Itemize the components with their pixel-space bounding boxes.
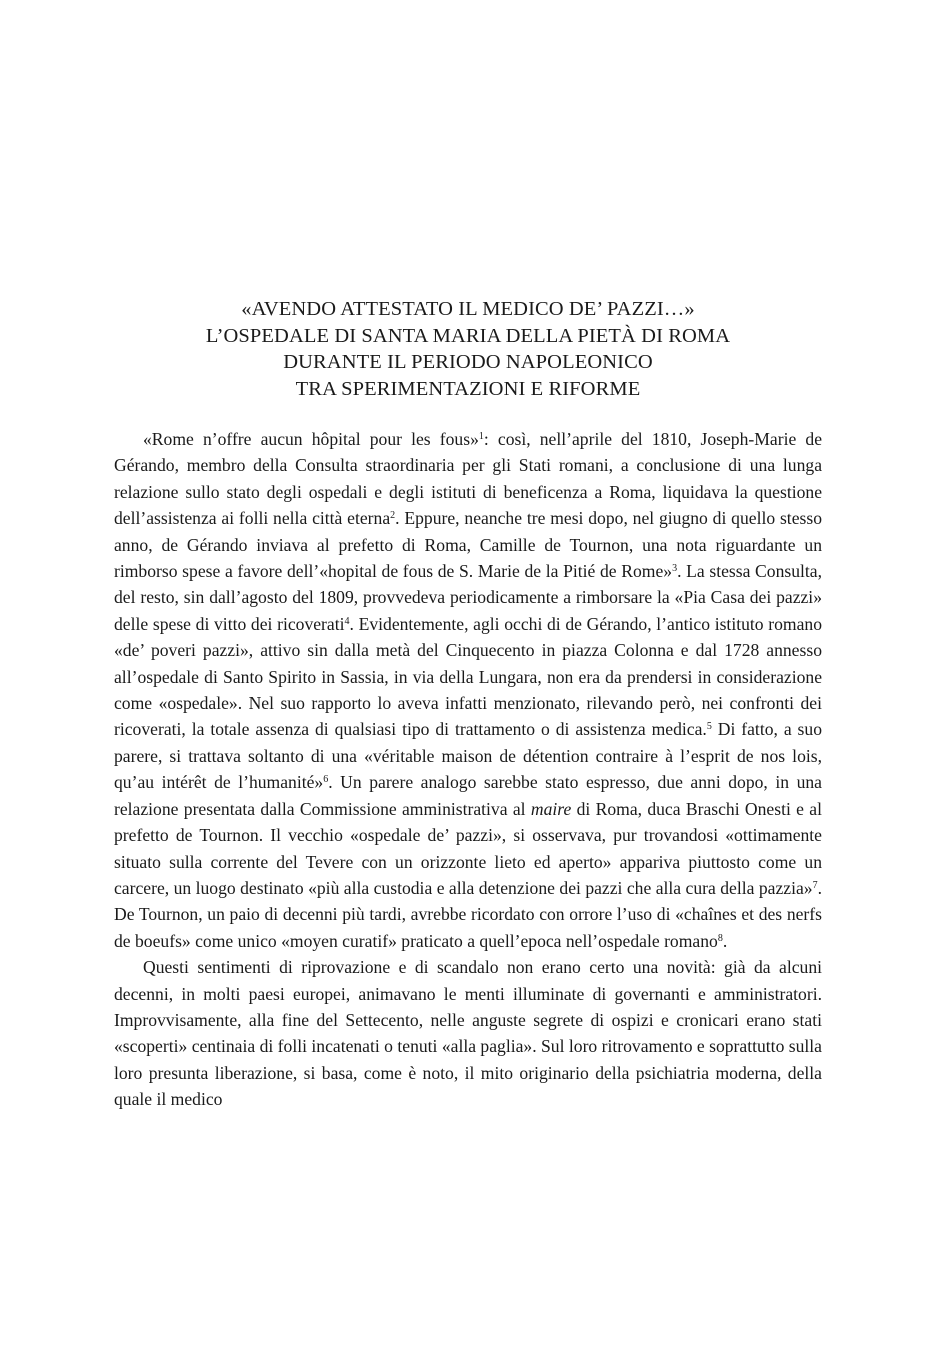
text-run: «Rome n’offre aucun hôpital pour les fous»	[143, 429, 479, 449]
footnote-ref-6: 6	[323, 774, 329, 786]
italic-term: maire	[530, 798, 572, 819]
text-run: . Evidentemente, agli occhi di de Gérando, l’antico istituto romano «de’ poveri pazzi», attivo sin dalla metà del Cinquecento in piazza Colonna e dal 1728 annesso all’ospedale di Santo Spirito in Sassia, in via della Lungara, non era da prendersi in considerazione come «ospedale». Nel suo rapporto lo aveva infatti menzionato, rilevando però, nei confronti dei ricoverati, la totale assenza di qualsiasi tipo di trattamento o di assistenza medica.	[114, 613, 822, 740]
text-run: : così, nell’aprile del 1810, Joseph-Marie de Gérando, membro della Consulta straordinaria per gli Stati romani, a conclusione di una lunga relazione sullo stato degli ospedali e degli istituti di beneficenza a Roma, liquidava la questione dell’assistenza ai folli nella città eterna	[114, 429, 822, 529]
text-run: Di fatto, a suo parere, si trattava soltanto di una «véritable maison de détention contraire à l’esprit de nos lois, qu’au intérêt de l’humanité»	[114, 719, 822, 793]
title-line-1: «AVENDO ATTESTATO IL MEDICO DE’ PAZZI…»	[241, 298, 695, 320]
footnote-ref-7: 7	[812, 879, 818, 891]
text-run: . Eppure, neanche tre mesi dopo, nel giugno di quello stesso anno, de Gérando inviava al prefetto di Roma, Camille de Tournon, una nota riguardante un rimborso spese a favore dell’«hopital de fous de S. Marie de la Pitié de Rome»	[114, 508, 822, 582]
text-run: di Roma, duca Braschi Onesti e al prefetto de Tournon. Il vecchio «ospedale de’ pazzi», si osservava, pur trovandosi «ottimamente situato sulla corrente del Tevere con un orizzonte lieto ed aperto» appariva piuttosto come un carcere, un luogo destinato «più alla custodia e alla detenzione dei pazzi che alla cura della pazzia»	[114, 798, 822, 898]
title-line-2: L’OSPEDALE DI SANTA MARIA DELLA PIETÀ DI ROMA	[205, 324, 731, 347]
footnote-ref-8: 8	[717, 932, 723, 944]
footnote-ref-2: 2	[390, 510, 396, 522]
title-line-4: TRA SPERIMENTAZIONI E RIFORME	[295, 377, 641, 400]
article-title	[114, 296, 822, 402]
text-run: . De Tournon, un paio di decenni più tardi, avrebbe ricordato con orrore l’uso di «chaînes et des nerfs de boeufs» come unico «moyen curatif» praticato a quell’epoca nell’ospedale romano	[114, 877, 822, 951]
article-page	[114, 296, 822, 1113]
paragraph-1	[114, 426, 822, 954]
article-body	[114, 426, 822, 1113]
footnote-ref-3: 3	[672, 563, 678, 575]
footnote-ref-5: 5	[706, 721, 712, 733]
footnote-ref-4: 4	[344, 615, 350, 627]
text-run: . La stessa Consulta, del resto, sin dall’agosto del 1809, provvedeva periodicamente a rimborsare la «Pia Casa dei pazzi» delle spese di vitto dei ricoverati	[114, 561, 823, 634]
footnote-ref-1: 1	[478, 431, 484, 442]
title-line-3: DURANTE IL PERIODO NAPOLEONICO	[283, 351, 653, 373]
text-run: . Un parere analogo sarebbe stato espresso, due anni dopo, in una relazione presentata dalla Commissione amministrativa al	[114, 772, 822, 819]
text-run: .	[722, 930, 728, 951]
paragraph-2: Questi sentimenti di riprovazione e di scandalo non erano certo una novità: già da alcuni decenni, in molti paesi europei, animavano le menti illuminate di governanti e amministratori. Improvvisamente, alla fine del Settecento, nelle anguste segrete di ospizi e cronicari erano stati «scoperti» centinaia di folli incatenati o tenuti «alla paglia». Sul loro ritrovamento e soprattutto sulla loro presunta liberazione, si basa, come è noto, il mito originario della psichiatria moderna, della quale il medico	[114, 957, 822, 1110]
